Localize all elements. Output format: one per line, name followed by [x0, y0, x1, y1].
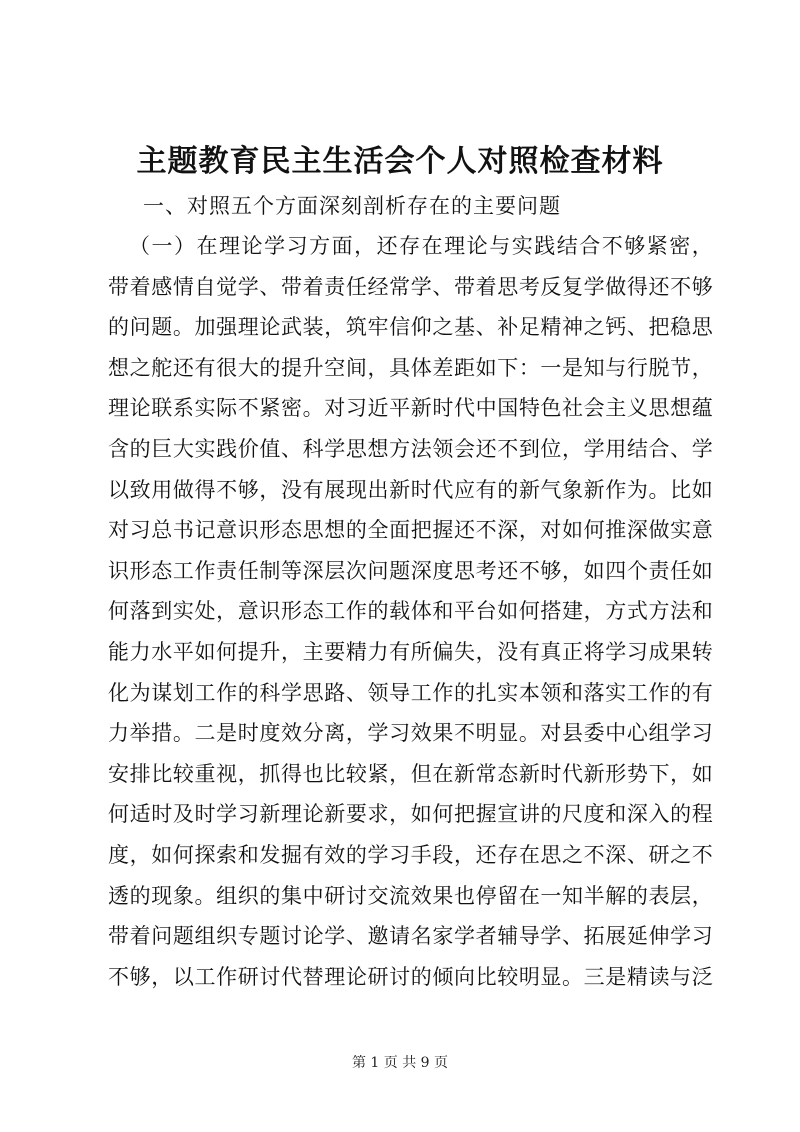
body-line: 度，如何探索和发掘有效的学习手段，还存在思之不深、研之不 — [108, 842, 713, 867]
body-line: 想之舵还有很大的提升空间，具体差距如下：一是知与行脱节， — [108, 355, 713, 380]
body-text — [108, 226, 713, 997]
body-line: 力举措。二是时度效分离，学习效果不明显。对县委中心组学习 — [108, 721, 713, 746]
body-line: 能力水平如何提升，主要精力有所偏失，没有真正将学习成果转 — [108, 639, 713, 664]
body-line: 的问题。加强理论武装，筑牢信仰之基、补足精神之钙、把稳思 — [108, 315, 713, 340]
document-title: 主题教育民主生活会个人对照检查材料 — [136, 144, 664, 179]
body-line: 何适时及时学习新理论新要求，如何把握宣讲的尺度和深入的程 — [108, 802, 713, 827]
body-line: 以致用做得不够，没有展现出新时代应有的新气象新作为。比如 — [108, 477, 713, 502]
body-line: 含的巨大实践价值、科学思想方法领会还不到位，学用结合、学 — [108, 436, 713, 461]
body-line: 带着感情自觉学、带着责任经常学、带着思考反复学做得还不够 — [108, 274, 713, 299]
body-line: 透的现象。组织的集中研讨交流效果也停留在一知半解的表层， — [108, 883, 713, 908]
body-line: 安排比较重视，抓得也比较紧，但在新常态新时代新形势下，如 — [108, 761, 713, 786]
body-line: 不够，以工作研讨代替理论研讨的倾向比较明显。三是精读与泛 — [108, 964, 713, 989]
body-line: 化为谋划工作的科学思路、领导工作的扎实本领和落实工作的有 — [108, 680, 713, 705]
body-line: 理论联系实际不紧密。对习近平新时代中国特色社会主义思想蕴 — [108, 396, 713, 421]
page-number-footer: 第 1 页 共 9 页 — [351, 1055, 449, 1071]
body-line: （一）在理论学习方面，还存在理论与实践结合不够紧密， — [129, 234, 713, 258]
body-line: 何落到实处，意识形态工作的载体和平台如何搭建，方式方法和 — [108, 599, 713, 624]
body-line: 识形态工作责任制等深层次问题深度思考还不够，如四个责任如 — [108, 558, 713, 583]
body-line: 带着问题组织专题讨论学、邀请名家学者辅导学、拓展延伸学习 — [108, 924, 713, 949]
body-line: 对习总书记意识形态思想的全面把握还不深，对如何推深做实意 — [108, 518, 713, 543]
section-heading: 一、对照五个方面深刻剖析存在的主要问题 — [143, 194, 561, 218]
